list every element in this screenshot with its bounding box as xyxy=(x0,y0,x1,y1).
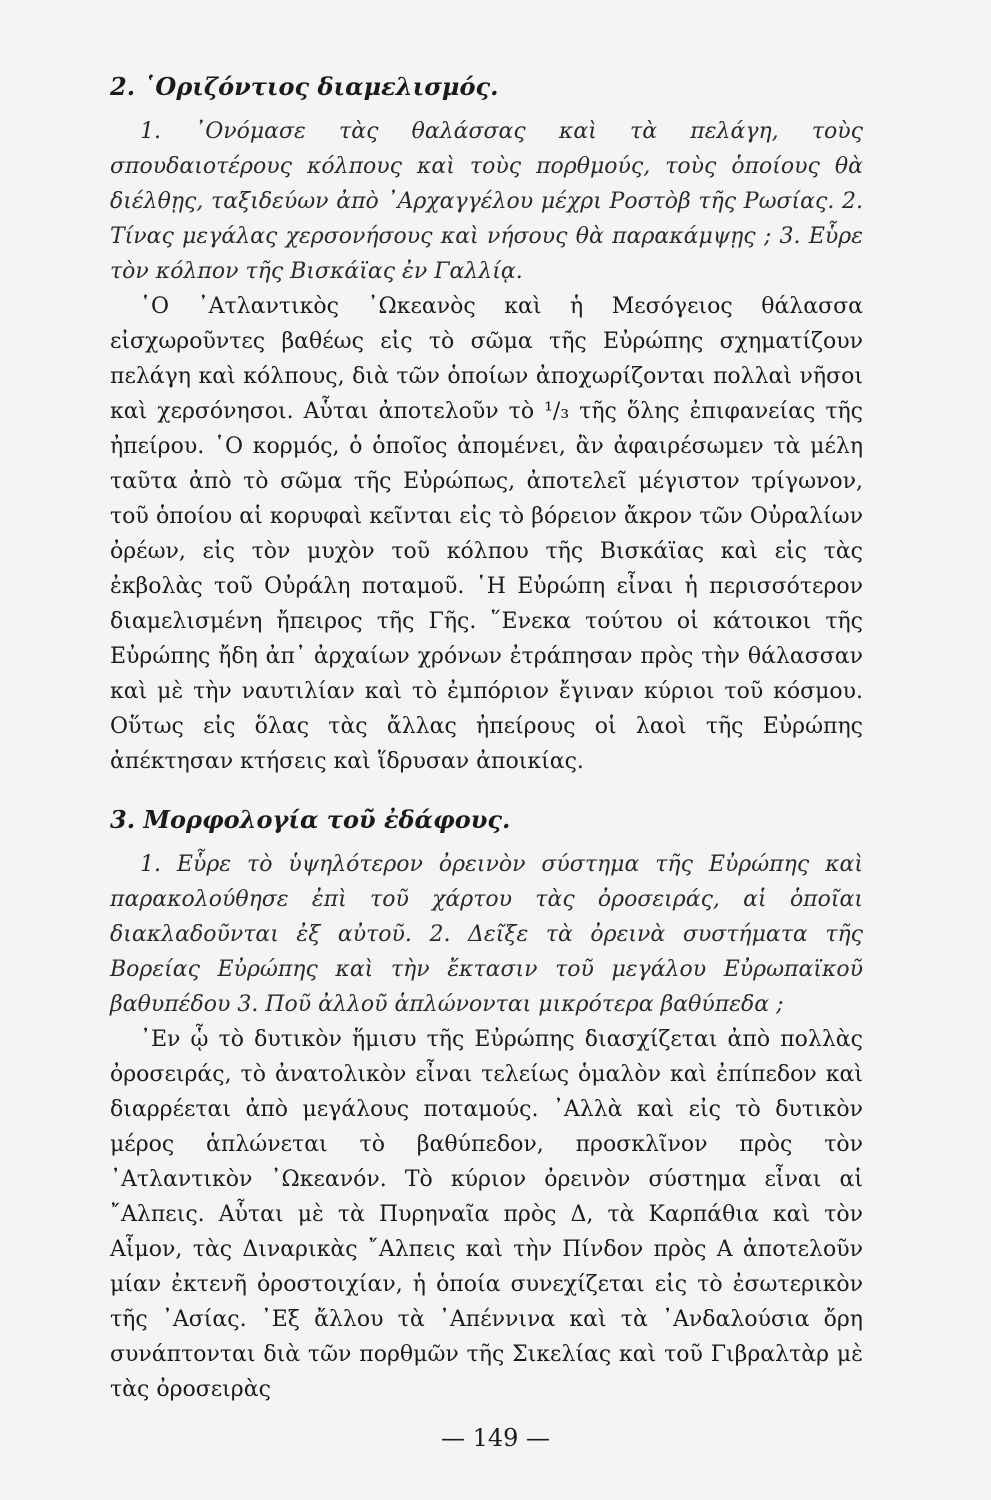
section-3-questions: 1. Εὗρε τὸ ὑψηλότερον ὀρεινὸν σύστημα τῆς Εὐρώπης καὶ παρακολούθησε ἐπὶ τοῦ χάρτου τὰς ὀροσειράς, αἱ ὁποῖαι διακλαδοῦνται ἐξ αὐτοῦ. 2. Δεῖξε τὰ ὀρεινὰ συστήματα τῆς Βορείας Εὐρώπης καὶ τὴν ἔκτασιν τοῦ μεγάλου Εὐρωπαϊκοῦ βαθυπέδου 3. Ποῦ ἀλλοῦ ἁπλώνονται μικρότερα βαθύπεδα ; xyxy=(110,852,863,1017)
section-2-heading xyxy=(110,70,863,104)
section-2-number: 2. xyxy=(110,72,136,101)
section-2-title: ῾Οριζόντιος διαμελισμός. xyxy=(143,72,499,101)
section-spacer xyxy=(110,779,863,803)
section-3-title: Μορφολογία τοῦ ἐδάφους. xyxy=(143,805,511,834)
section-3-number: 3. xyxy=(110,805,136,834)
section-2-text: ῾Ο ᾿Ατλαντικὸς ᾿Ωκεανὸς καὶ ἡ Μεσόγειος θάλασσα εἰσχωροῦντες βαθέως εἰς τὸ σῶμα τῆς Εὐρώπης σχηματίζουν πελάγη καὶ κόλπους, διὰ τῶν ὁποίων ἀποχωρίζονται πολλαὶ νῆσοι καὶ χερσόνησοι. Αὗται ἀποτελοῦν τὸ ¹/₃ τῆς ὅλης ἐπιφανείας τῆς ἠπείρου. ῾Ο κορμός, ὁ ὁποῖος ἀπομένει, ἂν ἀφαιρέσωμεν τὰ μέλη ταῦτα ἀπὸ τὸ σῶμα τῆς Εὐρώπως, ἀποτελεῖ μέγιστον τρίγωνον, τοῦ ὁποίου αἱ κορυφαὶ κεῖνται εἰς τὸ βόρειον ἄκρον τῶν Οὐραλίων ὀρέων, εἰς τὸν μυχὸν τοῦ κόλπου τῆς Βισκάϊας καὶ εἰς τὰς ἐκβολὰς τοῦ Οὐράλη ποταμοῦ. ῾Η Εὐρώπη εἶναι ἡ περισσότερον διαμελισμένη ἤπειρος τῆς Γῆς. ῞Ενεκα τούτου οἱ κάτοικοι τῆς Εὐρώπης ἤδη ἀπ᾿ ἀρχαίων χρόνων ἐτράπησαν πρὸς τὴν θάλασσαν καὶ μὲ τὴν ναυτιλίαν καὶ τὸ ἐμπόριον ἔγιναν κύριοι τοῦ κόσμου. Οὕτως εἰς ὅλας τὰς ἄλλας ἠπείρους οἱ λαοὶ τῆς Εὐρώπης ἀπέκτησαν κτήσεις καὶ ἵδρυσαν ἀποικίας. xyxy=(110,294,863,774)
page-number: — 149 — xyxy=(440,1424,551,1452)
section-3-text: ᾿Εν ᾧ τὸ δυτικὸν ἥμισυ τῆς Εὐρώπης διασχίζεται ἀπὸ πολλὰς ὀροσειράς, τὸ ἀνατολικὸν εἶναι τελείως ὁμαλὸν καὶ ἐπίπεδον καὶ διαρρέεται ἀπὸ μεγάλους ποταμούς. ᾿Αλλὰ καὶ εἰς τὸ δυτικὸν μέρος ἁπλώνεται τὸ βαθύπεδον, προσκλῖνον πρὸς τὸν ᾿Ατλαντικὸν ᾿Ωκεανόν. Τὸ κύριον ὀρεινὸν σύστημα εἶναι αἱ ῎Αλπεις. Αὗται μὲ τὰ Πυρηναῖα πρὸς Δ, τὰ Καρπάθια καὶ τὸν Αἷμον, τὰς Διναρικὰς ῎Αλπεις καὶ τὴν Πίνδον πρὸς Α ἀποτελοῦν μίαν ἐκτενῆ ὀροστοιχίαν, ἡ ὁποία συνεχίζεται εἰς τὸ ἐσωτερικὸν τῆς ᾿Ασίας. ᾿Εξ ἄλλου τὰ ᾿Απέννινα καὶ τὰ ᾿Ανδαλούσια ὄρη συνάπτονται διὰ τῶν πορθμῶν τῆς Σικελίας καὶ τοῦ Γιβραλτὰρ μὲ τὰς ὀροσειρὰς xyxy=(110,1027,863,1402)
section-2-questions: 1. ᾿Ονόμασε τὰς θαλάσσας καὶ τὰ πελάγη, τοὺς σπουδαιοτέρους κόλπους καὶ τοὺς πορθμούς, τοὺς ὁποίους θὰ διέλθῃς, ταξιδεύων ἀπὸ ᾿Αρχαγγέλου μέχρι Ροστὸβ τῆς Ρωσίας. 2. Τίνας μεγάλας χερσονήσους καὶ νήσους θὰ παρακάμψῃς ; 3. Εὗρε τὸν κόλπον τῆς Βισκάϊας ἐν Γαλλίᾳ. xyxy=(110,119,863,284)
section-3-heading xyxy=(110,803,863,837)
